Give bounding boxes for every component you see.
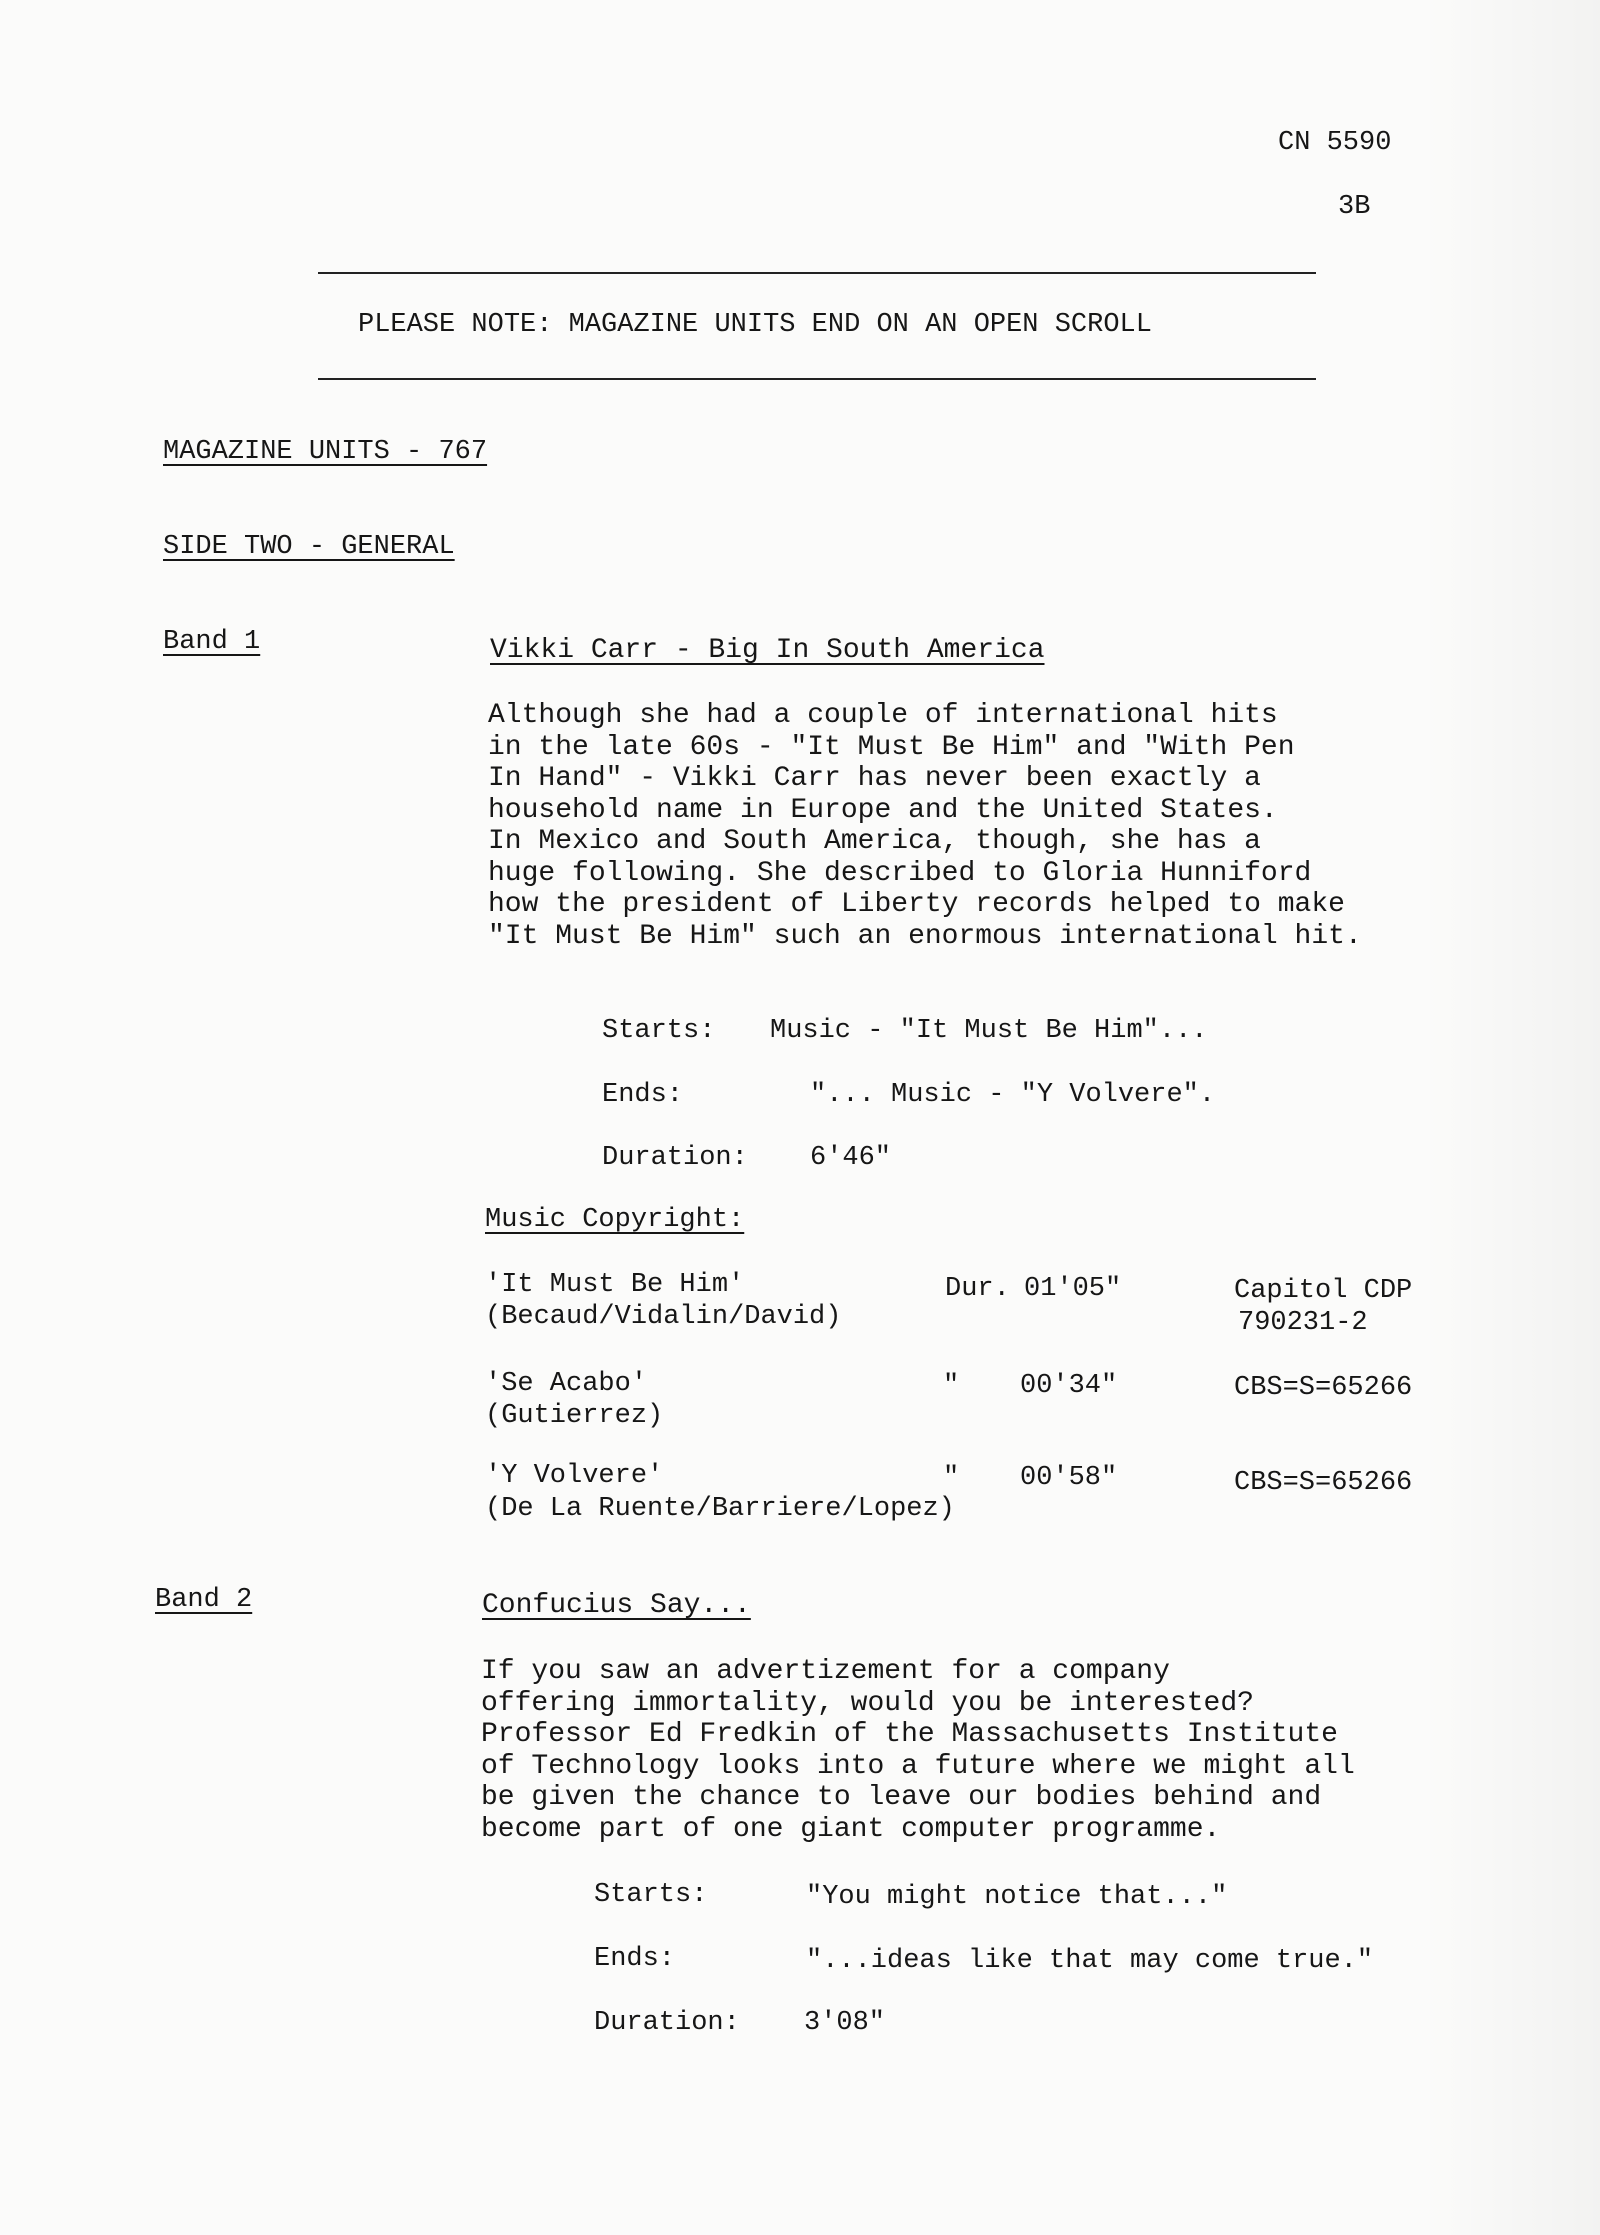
band-1-duration-label: Duration: xyxy=(602,1143,748,1173)
description-line: In Mexico and South America, though, she has a xyxy=(488,826,1261,857)
band-2-label: Band 2 xyxy=(155,1585,253,1615)
magazine-title: MAGAZINE UNITS - 767 xyxy=(163,437,488,467)
notice-bottom-rule xyxy=(318,378,1316,380)
copyright-1-catalog-number: 790231-2 xyxy=(1238,1308,1368,1338)
copyright-1-dur: 01'05" xyxy=(1024,1274,1122,1304)
description-line: household name in Europe and the United States. xyxy=(488,794,1278,826)
description-line: how the president of Liberty records helped to make xyxy=(488,889,1345,920)
band-1-description xyxy=(488,700,1362,952)
copyright-2-writers: (Gutierrez) xyxy=(485,1401,664,1431)
copyright-3-dur-label: " xyxy=(943,1463,960,1493)
copyright-1-title: 'It Must Be Him' xyxy=(485,1270,745,1300)
band-2-description xyxy=(481,1656,1355,1845)
copyright-2-dur-label: " xyxy=(943,1371,960,1401)
copyright-1-dur-label: Dur. xyxy=(945,1274,1010,1304)
side-title: SIDE TWO - GENERAL xyxy=(163,532,455,562)
band-1-ends: "... Music - "Y Volvere". xyxy=(810,1080,1216,1110)
copyright-1-writers: (Becaud/Vidalin/David) xyxy=(485,1302,842,1332)
page-number: 3B xyxy=(1338,192,1371,222)
band-2-starts-label: Starts: xyxy=(594,1880,708,1910)
copyright-2-title: 'Se Acabo' xyxy=(485,1369,648,1399)
band-1-title: Vikki Carr - Big In South America xyxy=(490,635,1045,666)
copyright-3-catalog: CBS=S=65266 xyxy=(1234,1468,1413,1498)
description-line: in the late 60s - "It Must Be Him" and "With Pen xyxy=(488,731,1295,763)
band-2-ends-label: Ends: xyxy=(594,1944,676,1974)
page-edge-shadow xyxy=(1420,0,1600,2235)
band-2-ends: "...ideas like that may come true." xyxy=(806,1946,1374,1976)
notice-top-rule xyxy=(318,272,1316,274)
band-2-starts: "You might notice that..." xyxy=(806,1882,1228,1912)
music-copyright-heading: Music Copyright: xyxy=(485,1205,745,1235)
description-line: become part of one giant computer programme. xyxy=(481,1813,1221,1845)
description-line: In Hand" - Vikki Carr has never been exactly a xyxy=(488,763,1261,794)
band-1-ends-label: Ends: xyxy=(602,1080,684,1110)
band-1-starts-label: Starts: xyxy=(602,1016,716,1046)
band-1-duration: 6'46" xyxy=(810,1143,892,1173)
band-1-starts: Music - "It Must Be Him"... xyxy=(770,1016,1208,1046)
description-line: "It Must Be Him" such an enormous international hit. xyxy=(488,920,1362,952)
band-2-duration: 3'08" xyxy=(804,2008,886,2038)
copyright-3-title: 'Y Volvere' xyxy=(485,1461,664,1491)
band-2-title: Confucius Say... xyxy=(482,1590,751,1621)
description-line: Although she had a couple of international hits xyxy=(488,700,1278,731)
copyright-3-dur: 00'58" xyxy=(1020,1463,1118,1493)
description-line: be given the chance to leave our bodies behind and xyxy=(481,1782,1322,1813)
copyright-3-writers: (De La Ruente/Barriere/Lopez) xyxy=(485,1494,955,1524)
description-line: If you saw an advertizement for a company xyxy=(481,1656,1170,1687)
copyright-2-catalog: CBS=S=65266 xyxy=(1234,1373,1413,1403)
description-line: huge following. She described to Gloria Hunniford xyxy=(488,857,1312,889)
description-line: offering immortality, would you be interested? xyxy=(481,1687,1254,1719)
band-2-duration-label: Duration: xyxy=(594,2008,740,2038)
description-line: of Technology looks into a future where we might all xyxy=(481,1750,1355,1782)
copyright-1-catalog: Capitol CDP xyxy=(1234,1276,1413,1306)
band-1-label: Band 1 xyxy=(163,627,261,657)
notice-text: PLEASE NOTE: MAGAZINE UNITS END ON AN OPEN SCROLL xyxy=(358,310,1152,340)
description-line: Professor Ed Fredkin of the Massachusetts Institute xyxy=(481,1719,1338,1750)
copyright-2-dur: 00'34" xyxy=(1020,1371,1118,1401)
reference-number: CN 5590 xyxy=(1278,128,1392,158)
